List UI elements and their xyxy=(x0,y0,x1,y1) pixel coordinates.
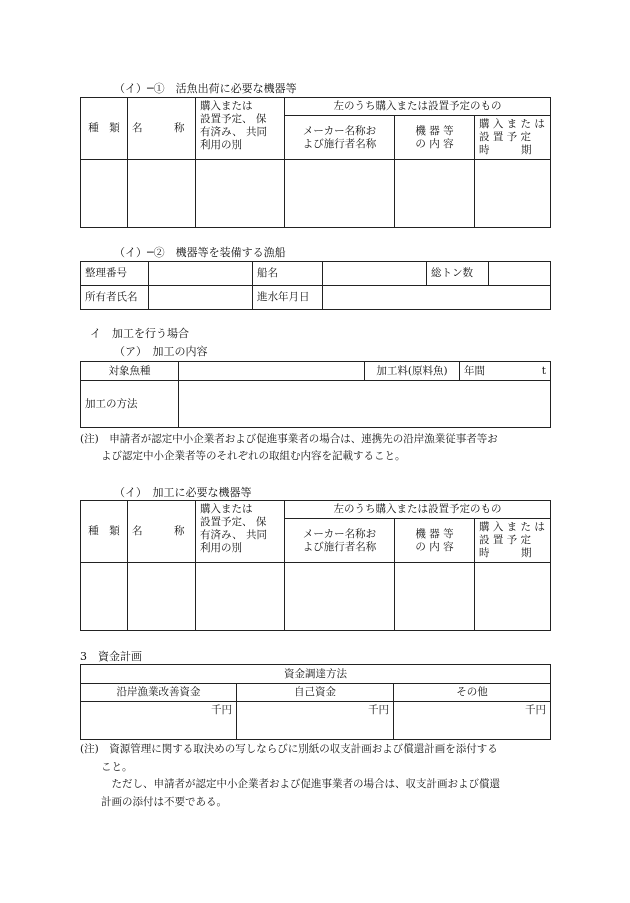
col-content: 機 器 等 の 内 容 xyxy=(395,116,475,160)
funding-method-header: 資金調達方法 xyxy=(81,665,551,684)
col-purchase-status: 購入または 設置予定、 保 有済み、 共同 利用の別 xyxy=(196,98,285,160)
empty-cell[interactable] xyxy=(196,563,285,631)
live-fish-equipment-table xyxy=(80,97,551,228)
label-processing-qty: 加工料(原料魚) xyxy=(365,362,460,381)
col-group-planned: 左のうち購入または設置予定のもの xyxy=(285,98,551,116)
empty-cell[interactable] xyxy=(395,563,475,631)
empty-cell[interactable] xyxy=(475,160,551,228)
funding-table xyxy=(80,664,551,740)
label-owner: 所有者氏名 xyxy=(81,286,149,310)
col-own-fund: 自己資金 xyxy=(237,684,394,702)
col-type: 種 類 xyxy=(81,98,128,160)
empty-cell[interactable] xyxy=(128,160,196,228)
registration-no-value[interactable] xyxy=(149,262,253,286)
empty-cell[interactable] xyxy=(81,563,128,631)
col-other-fund: その他 xyxy=(394,684,551,702)
col-group-planned: 左のうち購入または設置予定のもの xyxy=(285,501,551,519)
label-target-fish: 対象魚種 xyxy=(81,362,179,381)
col-name: 名 称 xyxy=(128,98,196,160)
empty-cell[interactable] xyxy=(395,160,475,228)
processing-note: (注) 申請者が認定中小企業者および促進事業者の場合は、連携先の沿岸漁業従事者等お よび認定中小企業者等のそれぞれの取組む内容を記載すること。 xyxy=(80,433,498,462)
col-name: 名 称 xyxy=(128,501,196,563)
fishing-vessel-table xyxy=(80,261,551,310)
label-tonnage: 総トン数 xyxy=(427,262,489,286)
empty-cell[interactable] xyxy=(81,160,128,228)
target-fish-value[interactable] xyxy=(179,362,365,381)
section-heading-live-fish-equipment: （イ）─① 活魚出荷に必要な機器等 xyxy=(114,82,297,95)
method-value[interactable] xyxy=(179,381,551,428)
col-time: 購 入 ま た は 設 置 予 定 時 期 xyxy=(475,116,551,160)
annual-qty-cell[interactable]: 年間 t xyxy=(460,362,551,381)
section-heading-processing-equipment: （イ） 加工に必要な機器等 xyxy=(114,486,252,499)
tonnage-value[interactable] xyxy=(489,262,551,286)
col-maker: メーカー名称お よび施行者名称 xyxy=(285,519,395,563)
section-heading-processing: イ 加工を行う場合 xyxy=(90,327,189,340)
funding-note: (注) 資源管理に関する取決めの写しならびに別紙の収支計画および償還計画を添付する こと。 ただし、申請者が認定中小企業者および促進事業者の場合は、収支計画および償還 計画の添付は不要である。 xyxy=(80,743,500,808)
col-time: 購 入 ま た は 設 置 予 定 時 期 xyxy=(475,519,551,563)
processing-equipment-table xyxy=(80,500,551,631)
col-coastal-fund: 沿岸漁業改善資金 xyxy=(81,684,237,702)
empty-cell[interactable] xyxy=(475,563,551,631)
label-ship-name: 船名 xyxy=(253,262,323,286)
processing-content-table xyxy=(80,361,551,428)
empty-cell[interactable] xyxy=(196,160,285,228)
ship-name-value[interactable] xyxy=(323,262,427,286)
section-heading-fishing-vessel: （イ）─② 機器等を装備する漁船 xyxy=(114,246,286,259)
launch-date-value[interactable] xyxy=(323,286,551,310)
col-maker: メーカー名称お よび施行者名称 xyxy=(285,116,395,160)
own-fund-value[interactable]: 千円 xyxy=(237,702,394,740)
coastal-fund-value[interactable]: 千円 xyxy=(81,702,237,740)
owner-value[interactable] xyxy=(149,286,253,310)
label-launch-date: 進水年月日 xyxy=(253,286,323,310)
label-method: 加工の方法 xyxy=(81,381,179,428)
label-registration-no: 整理番号 xyxy=(81,262,149,286)
section-heading-funding-plan: 3 資金計画 xyxy=(80,650,142,663)
other-fund-value[interactable]: 千円 xyxy=(394,702,551,740)
empty-cell[interactable] xyxy=(285,160,395,228)
subsection-heading-processing-content: （ア） 加工の内容 xyxy=(114,345,208,358)
empty-cell[interactable] xyxy=(285,563,395,631)
col-purchase-status: 購入または 設置予定、 保 有済み、 共同 利用の別 xyxy=(196,501,285,563)
col-type: 種 類 xyxy=(81,501,128,563)
col-content: 機 器 等 の 内 容 xyxy=(395,519,475,563)
empty-cell[interactable] xyxy=(128,563,196,631)
